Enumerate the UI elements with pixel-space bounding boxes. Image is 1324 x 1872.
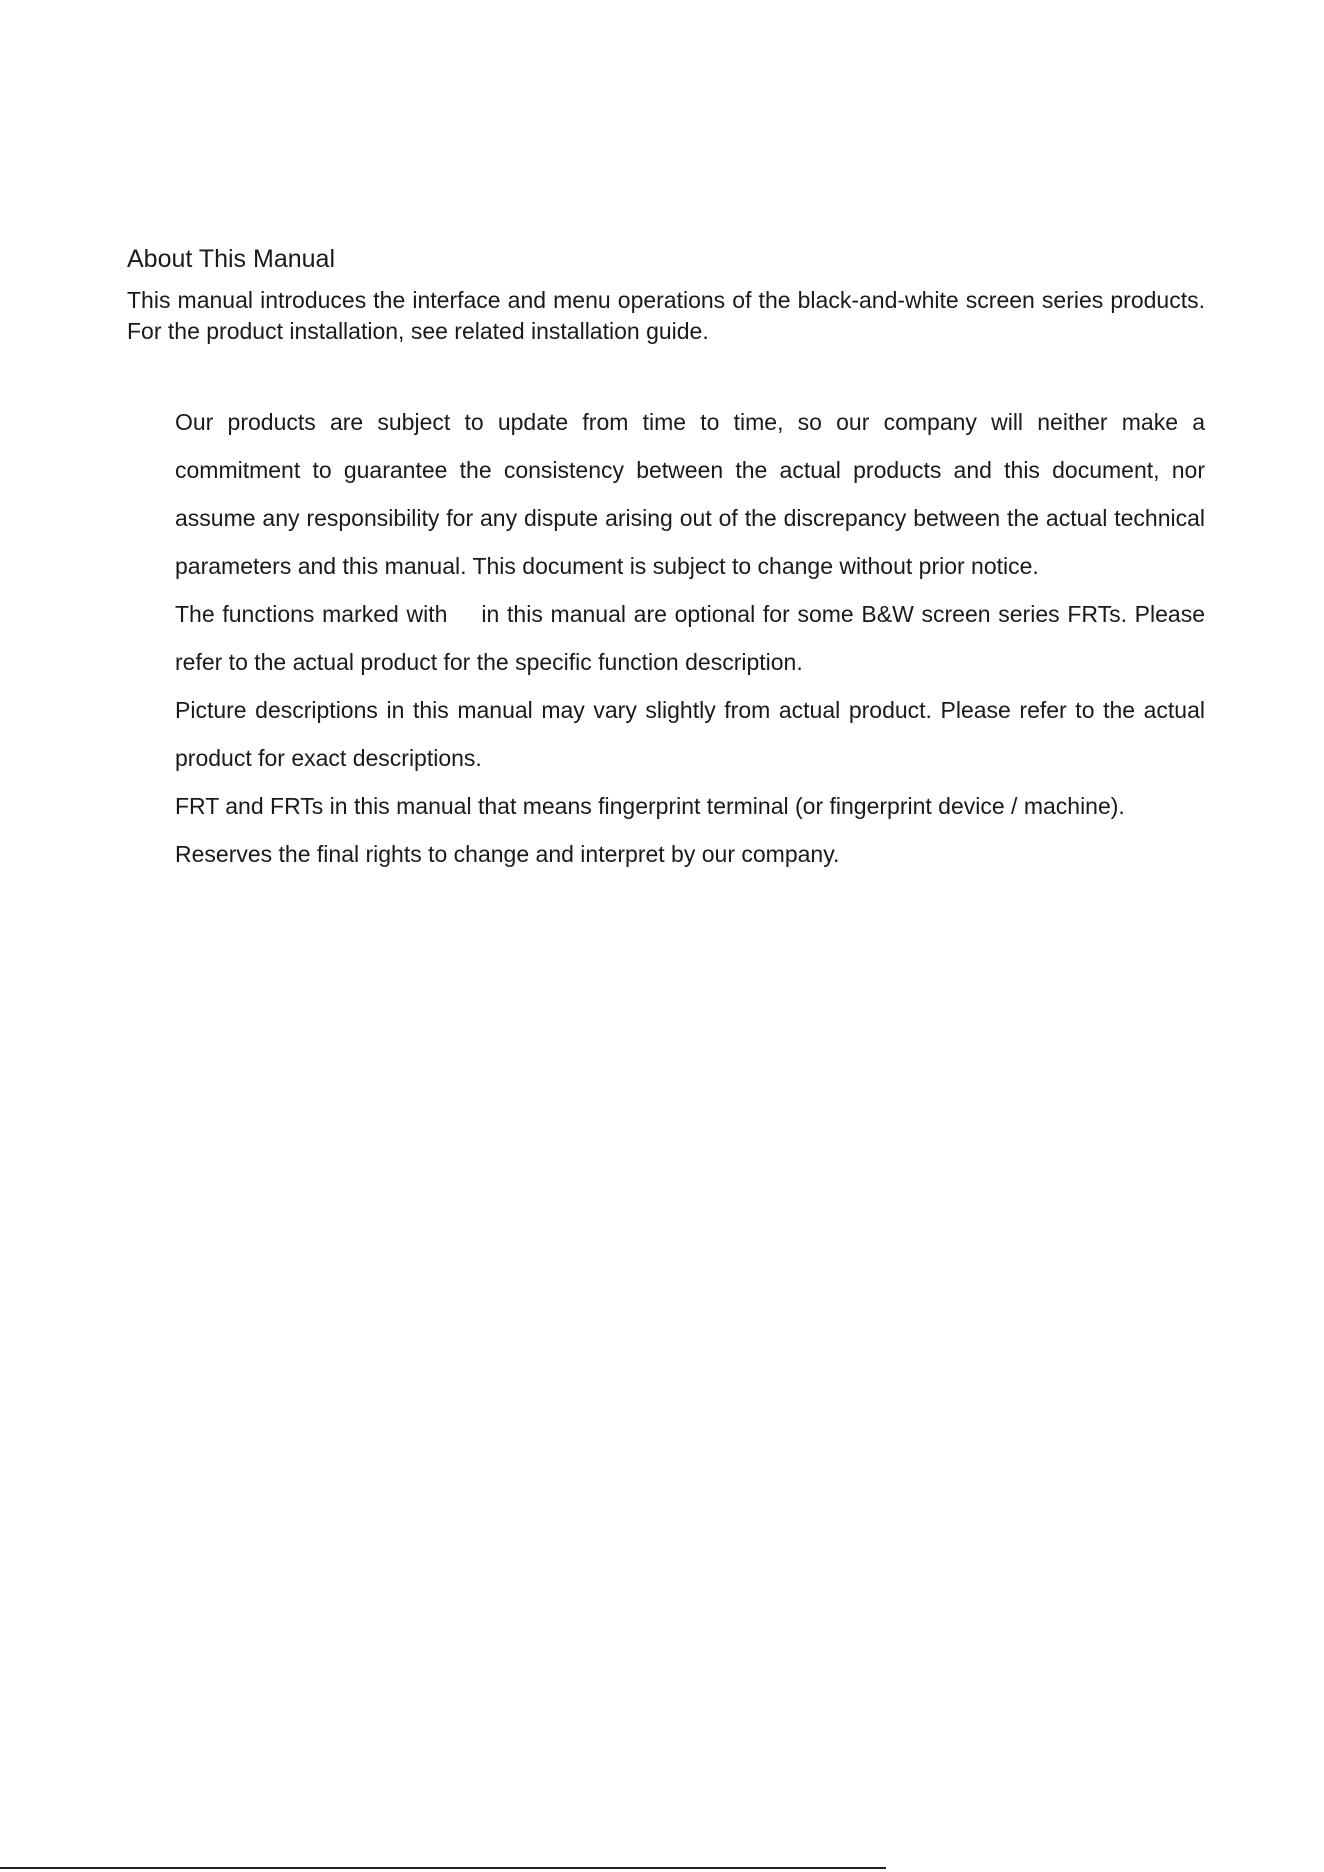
footer-divider [0,1867,886,1869]
note-item-1: Our products are subject to update from time to time, so our company will neither make a commitment to guarantee the consistency between the actual products and this document, nor assume any responsibility for any dispute arising out of the discrepancy between the actual technical parameters and this manual. This document is subject to change without prior notice. [175,409,1205,579]
intro-paragraph: This manual introduces the interface and menu operations of the black-and-white screen series products. For the product installation, see related installation guide. [127,287,1205,344]
note-item-2 [175,590,1205,686]
section-heading: About This Manual [127,245,335,273]
note-item-3: Picture descriptions in this manual may vary slightly from actual product. Please refer to the actual product for exact descriptions. [175,697,1205,771]
notes-list [175,398,1205,878]
note-item-2-after: in this manual are optional for some B&W screen series FRTs. Please refer to the actual product for the specific function description. [175,601,1206,675]
note-item-2-before: The functions marked with [175,601,448,627]
note-item-4: FRT and FRTs in this manual that means fingerprint terminal (or fingerprint device / machine). [175,793,1125,819]
note-item-5: Reserves the final rights to change and interpret by our company. [175,841,840,867]
